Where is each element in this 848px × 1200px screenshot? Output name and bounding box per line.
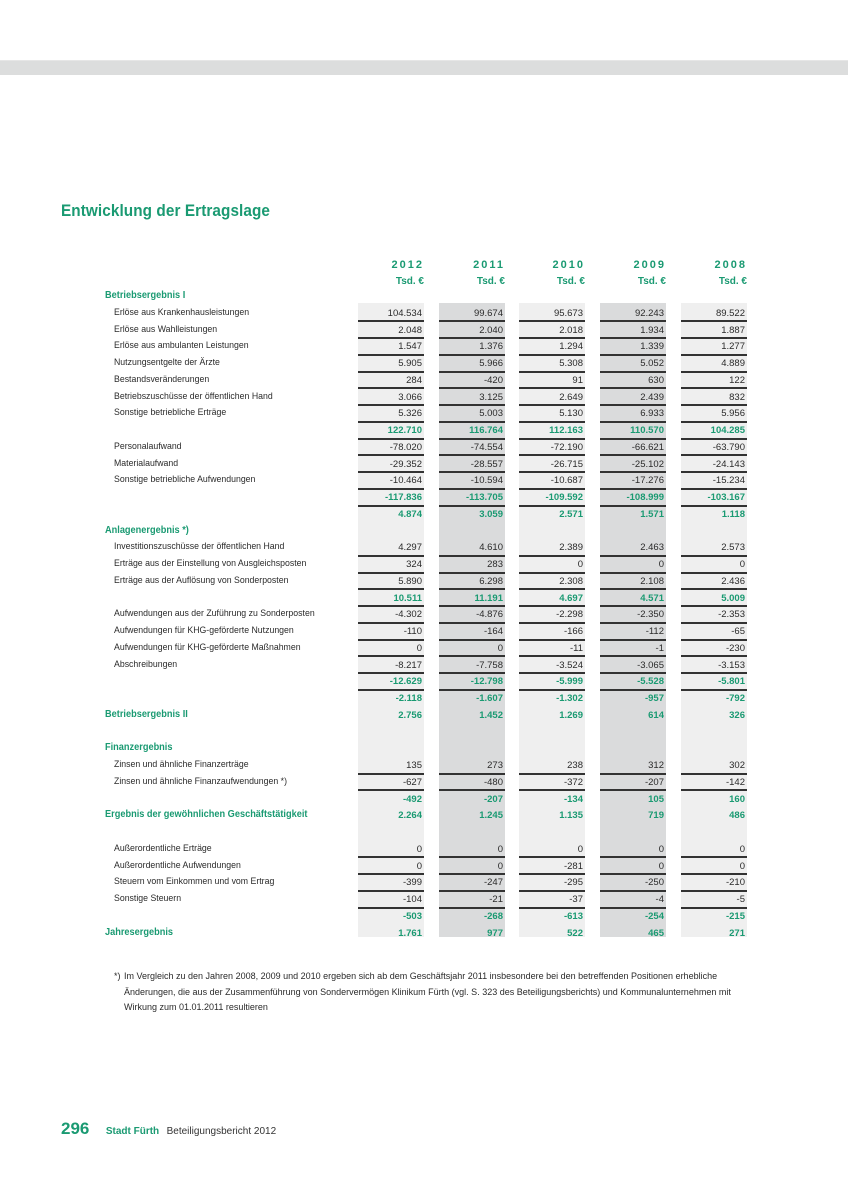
value-cell-2011: 0: [439, 842, 505, 859]
value-cell-2011: 977: [487, 927, 503, 939]
page-footer: [61, 1119, 276, 1139]
table-section-row: [0, 741, 848, 758]
table-subtotal-row: [0, 792, 848, 809]
top-gray-bar: [0, 60, 848, 75]
row-label: Jahresergebnis: [105, 926, 174, 938]
value-cell-2010: 5.130: [519, 406, 585, 423]
value-cell-2008: 326: [729, 709, 745, 721]
value-cell-2009: 614: [648, 709, 664, 721]
value-cell-2011: -247: [439, 875, 505, 892]
row-label: Personalaufwand: [114, 440, 182, 452]
value-cell-2012: 0: [358, 842, 424, 859]
row-label: Sonstige Steuern: [114, 893, 182, 904]
row-label: Bestandsveränderungen: [114, 373, 210, 385]
value-cell-2012: -117.836: [358, 490, 424, 507]
value-cell-2008: -63.790: [681, 440, 747, 457]
value-cell-2009: -25.102: [600, 457, 666, 474]
value-cell-2012: -627: [358, 775, 424, 792]
table-row: [0, 875, 848, 892]
column-year-header: 2008: [714, 259, 747, 271]
value-cell-2009: 0: [600, 557, 666, 574]
table-row: [0, 457, 848, 474]
value-cell-2008: 302: [681, 758, 747, 775]
value-cell-2010: 95.673: [519, 306, 585, 323]
value-cell-2008: 486: [729, 810, 745, 822]
value-cell-2009: -2.350: [600, 607, 666, 624]
value-cell-2010: -3.524: [519, 658, 585, 675]
value-cell-2008: 5.009: [681, 591, 747, 608]
value-cell-2012: 5.326: [358, 406, 424, 423]
value-cell-2012: 1.547: [358, 339, 424, 356]
value-cell-2011: 1.245: [479, 810, 503, 822]
value-cell-2008: 122: [681, 373, 747, 390]
row-label: Zinsen und ähnliche Finanzaufwendungen *): [114, 775, 287, 787]
value-cell-2008: 160: [729, 793, 745, 805]
value-cell-2009: 2.108: [600, 574, 666, 591]
value-cell-2008: -142: [681, 775, 747, 792]
footnote-text: Im Vergleich zu den Jahren 2008, 2009 und 2010 ergeben sich ab dem Geschäftsjahr 2011 insbesondere bei den betreffenden Positionen erhebliche Änderungen, die aus der Zusammenführung von Sondervermögen Klinikum Fürth (vgl. S. 323 des Beteiligungsberichts) und Kommunalunternehmen mit Wirkung zum 01.01.2011 resultieren: [124, 971, 731, 1012]
value-cell-2012: 0: [358, 641, 424, 658]
value-cell-2010: -281: [519, 859, 585, 876]
value-cell-2009: -207: [600, 775, 666, 792]
table-row: [0, 758, 848, 775]
row-label: Investitionszuschüsse der öffentlichen Hand: [114, 541, 285, 553]
value-cell-2009: 312: [600, 758, 666, 775]
value-cell-2008: 1.118: [721, 508, 745, 520]
table-row: [0, 557, 848, 574]
column-unit-header: Tsd. €: [556, 276, 585, 287]
column-year-header: 2009: [633, 259, 666, 271]
table-row: [0, 574, 848, 591]
value-cell-2008: 0: [681, 859, 747, 876]
value-cell-2009: 465: [648, 927, 664, 939]
value-cell-2012: -492: [402, 793, 422, 805]
value-cell-2009: -108.999: [600, 490, 666, 507]
page-number: 296: [61, 1119, 90, 1138]
value-cell-2009: 1.934: [600, 323, 666, 340]
value-cell-2012: -503: [402, 910, 422, 922]
value-cell-2011: 1.452: [479, 709, 503, 721]
value-cell-2010: -372: [519, 775, 585, 792]
value-cell-2012: -10.464: [358, 473, 424, 490]
column-year-header: 2012: [391, 259, 424, 271]
value-cell-2008: 271: [729, 927, 745, 939]
value-cell-2012: 284: [358, 373, 424, 390]
value-cell-2011: -4.876: [439, 607, 505, 624]
value-cell-2012: 122.710: [358, 423, 424, 440]
value-cell-2012: -110: [358, 624, 424, 641]
table-row: [0, 725, 848, 742]
value-cell-2009: 1.339: [600, 339, 666, 356]
value-cell-2010: -10.687: [519, 473, 585, 490]
value-cell-2012: 104.534: [358, 306, 424, 323]
row-label: Aufwendungen für KHG-geförderte Nutzungen: [114, 625, 294, 636]
value-cell-2010: -613: [563, 910, 583, 922]
table-row: [0, 825, 848, 842]
value-cell-2009: 92.243: [600, 306, 666, 323]
table-subtotal-row: [0, 490, 848, 507]
table-row: [0, 473, 848, 490]
table-row: [0, 373, 848, 390]
value-cell-2009: 0: [600, 859, 666, 876]
row-label: Zinsen und ähnliche Finanzerträge: [114, 759, 249, 770]
value-cell-2008: -24.143: [681, 457, 747, 474]
value-cell-2010: -295: [519, 875, 585, 892]
value-cell-2009: -254: [644, 910, 664, 922]
value-cell-2010: -26.715: [519, 457, 585, 474]
value-cell-2008: 2.573: [681, 540, 747, 557]
value-cell-2008: 4.889: [681, 356, 747, 373]
row-label: Nutzungsentgelte der Ärzte: [114, 357, 220, 368]
value-cell-2012: 5.890: [358, 574, 424, 591]
value-cell-2009: -4: [600, 892, 666, 909]
value-cell-2008: 0: [681, 842, 747, 859]
value-cell-2012: 2.264: [398, 810, 422, 822]
row-label: Sonstige betriebliche Erträge: [114, 407, 227, 419]
value-cell-2009: 0: [600, 842, 666, 859]
value-cell-2008: 104.285: [681, 423, 747, 440]
value-cell-2011: 3.125: [439, 390, 505, 407]
value-cell-2010: -72.190: [519, 440, 585, 457]
value-cell-2010: 2.389: [519, 540, 585, 557]
footnote: [114, 969, 764, 1016]
value-cell-2010: 2.571: [559, 508, 583, 520]
table-row: [0, 775, 848, 792]
table-subtotal-row: [0, 909, 848, 926]
value-cell-2008: -5.801: [681, 674, 747, 691]
value-cell-2011: 5.003: [439, 406, 505, 423]
row-label: Erträge aus der Einstellung von Ausgleichsposten: [114, 558, 307, 569]
value-cell-2011: 2.040: [439, 323, 505, 340]
table-row: [0, 356, 848, 373]
value-cell-2010: -5.999: [519, 674, 585, 691]
value-cell-2008: -2.353: [681, 607, 747, 624]
row-label: Steuern vom Einkommen und vom Ertrag: [114, 876, 275, 888]
value-cell-2008: -3.153: [681, 658, 747, 675]
value-cell-2010: -134: [563, 793, 583, 805]
value-cell-2010: 522: [567, 927, 583, 939]
value-cell-2008: -65: [681, 624, 747, 641]
value-cell-2012: 0: [358, 859, 424, 876]
value-cell-2008: -215: [725, 910, 745, 922]
footnote-mark: *): [114, 971, 121, 981]
value-cell-2009: 5.052: [600, 356, 666, 373]
value-cell-2012: -399: [358, 875, 424, 892]
value-cell-2008: 2.436: [681, 574, 747, 591]
value-cell-2009: 105: [648, 793, 664, 805]
table-subtotal-row: [0, 691, 848, 708]
value-cell-2011: -1.607: [476, 693, 503, 704]
value-cell-2012: -8.217: [358, 658, 424, 675]
value-cell-2012: 4.297: [358, 540, 424, 557]
value-cell-2012: 1.761: [398, 927, 422, 939]
value-cell-2008: -230: [681, 641, 747, 658]
value-cell-2010: -166: [519, 624, 585, 641]
value-cell-2009: -250: [600, 875, 666, 892]
value-cell-2010: -11: [519, 641, 585, 658]
row-label: Betriebszuschüsse der öffentlichen Hand: [114, 390, 273, 402]
value-cell-2011: -7.758: [439, 658, 505, 675]
value-cell-2008: 0: [681, 557, 747, 574]
value-cell-2011: 0: [439, 859, 505, 876]
column-unit-header: Tsd. €: [476, 276, 505, 287]
value-cell-2009: -112: [600, 624, 666, 641]
value-cell-2012: -12.629: [358, 674, 424, 691]
table-subtotal-row: [0, 591, 848, 608]
page-title: Entwicklung der Ertragslage: [61, 201, 271, 220]
value-cell-2011: -74.554: [439, 440, 505, 457]
table-row: [0, 641, 848, 658]
value-cell-2012: 10.511: [358, 591, 424, 608]
value-cell-2010: 1.269: [559, 709, 583, 721]
row-label: Betriebsergebnis I: [105, 290, 186, 301]
value-cell-2008: 832: [681, 390, 747, 407]
value-cell-2008: -210: [681, 875, 747, 892]
table-row: [0, 390, 848, 407]
table-row: [0, 892, 848, 909]
value-cell-2010: -109.592: [519, 490, 585, 507]
row-label: Sonstige betriebliche Aufwendungen: [114, 474, 256, 486]
value-cell-2011: -420: [439, 373, 505, 390]
column-unit-header: Tsd. €: [395, 276, 424, 287]
value-cell-2012: 324: [358, 557, 424, 574]
row-label: Erträge aus der Auflösung von Sonderposten: [114, 574, 289, 586]
table-row: [0, 624, 848, 641]
table-row: [0, 540, 848, 557]
row-label: Betriebsergebnis II: [105, 708, 188, 720]
value-cell-2009: -66.621: [600, 440, 666, 457]
value-cell-2010: 1.294: [519, 339, 585, 356]
value-cell-2011: -164: [439, 624, 505, 641]
table-section-row: [0, 808, 848, 825]
column-year-header: 2010: [552, 259, 585, 271]
table-row: [0, 323, 848, 340]
value-cell-2011: 116.764: [439, 423, 505, 440]
value-cell-2012: -4.302: [358, 607, 424, 624]
value-cell-2011: 99.674: [439, 306, 505, 323]
table-row: [0, 842, 848, 859]
value-cell-2011: -207: [483, 793, 503, 805]
row-label: Erlöse aus Krankenhausleistungen: [114, 306, 250, 318]
row-label: Ergebnis der gewöhnlichen Geschäftstätigkeit: [105, 809, 308, 821]
table-row: [0, 607, 848, 624]
value-cell-2009: 2.463: [600, 540, 666, 557]
value-cell-2010: 2.308: [519, 574, 585, 591]
value-cell-2011: 4.610: [439, 540, 505, 557]
value-cell-2011: 1.376: [439, 339, 505, 356]
table-row: [0, 306, 848, 323]
value-cell-2012: -78.020: [358, 440, 424, 457]
value-cell-2011: -12.798: [439, 674, 505, 691]
row-label: Außerordentliche Aufwendungen: [114, 859, 241, 871]
table-subtotal-row: [0, 507, 848, 524]
value-cell-2012: 135: [358, 758, 424, 775]
value-cell-2009: -1: [600, 641, 666, 658]
value-cell-2011: -10.594: [439, 473, 505, 490]
value-cell-2009: -3.065: [600, 658, 666, 675]
value-cell-2011: -28.557: [439, 457, 505, 474]
column-year-header: 2011: [473, 259, 505, 271]
value-cell-2012: 4.874: [398, 508, 422, 520]
value-cell-2010: 4.697: [519, 591, 585, 608]
value-cell-2009: -5.528: [600, 674, 666, 691]
column-unit-header: Tsd. €: [718, 276, 747, 287]
value-cell-2011: 0: [439, 641, 505, 658]
row-label: Finanzergebnis: [105, 742, 173, 754]
value-cell-2009: -957: [644, 693, 664, 704]
value-cell-2012: -2.118: [395, 693, 422, 704]
table-subtotal-row: [0, 423, 848, 440]
value-cell-2011: -480: [439, 775, 505, 792]
value-cell-2011: -21: [439, 892, 505, 909]
row-label: Aufwendungen für KHG-geförderte Maßnahmen: [114, 641, 301, 653]
value-cell-2012: -104: [358, 892, 424, 909]
value-cell-2010: 0: [519, 557, 585, 574]
row-label: Aufwendungen aus der Zuführung zu Sonderposten: [114, 608, 315, 620]
value-cell-2008: 1.887: [681, 323, 747, 340]
value-cell-2010: 91: [519, 373, 585, 390]
row-label: Erlöse aus ambulanten Leistungen: [114, 340, 249, 352]
value-cell-2010: -1.302: [556, 693, 583, 704]
value-cell-2008: 89.522: [681, 306, 747, 323]
table-subtotal-row: [0, 674, 848, 691]
value-cell-2011: 6.298: [439, 574, 505, 591]
value-cell-2011: 5.966: [439, 356, 505, 373]
table-section-row: [0, 524, 848, 541]
value-cell-2010: 1.135: [559, 810, 583, 822]
report-title: Beteiligungsbericht 2012: [166, 1126, 277, 1137]
column-unit-header: Tsd. €: [637, 276, 666, 287]
value-cell-2010: -2.298: [519, 607, 585, 624]
value-cell-2008: -103.167: [681, 490, 747, 507]
table-row: [0, 339, 848, 356]
value-cell-2011: 3.059: [479, 508, 503, 520]
value-cell-2009: 719: [648, 810, 664, 822]
value-cell-2012: 5.905: [358, 356, 424, 373]
value-cell-2009: 110.570: [600, 423, 666, 440]
row-label: Materialaufwand: [114, 457, 179, 469]
value-cell-2011: -113.705: [439, 490, 505, 507]
value-cell-2009: 6.933: [600, 406, 666, 423]
value-cell-2012: 2.756: [398, 709, 422, 721]
value-cell-2008: 5.956: [681, 406, 747, 423]
row-label: Anlagenergebnis *): [105, 524, 189, 536]
table-row: [0, 658, 848, 675]
value-cell-2010: 5.308: [519, 356, 585, 373]
value-cell-2008: -15.234: [681, 473, 747, 490]
table-section-row: [0, 708, 848, 725]
table-row: [0, 440, 848, 457]
value-cell-2008: -792: [725, 693, 745, 704]
value-cell-2010: 238: [519, 758, 585, 775]
value-cell-2008: -5: [681, 892, 747, 909]
value-cell-2010: 112.163: [519, 423, 585, 440]
value-cell-2011: -268: [483, 910, 503, 922]
value-cell-2009: 4.571: [600, 591, 666, 608]
value-cell-2012: -29.352: [358, 457, 424, 474]
value-cell-2009: -17.276: [600, 473, 666, 490]
value-cell-2010: 2.018: [519, 323, 585, 340]
value-cell-2009: 1.571: [640, 508, 664, 520]
table-row: [0, 406, 848, 423]
row-label: Außerordentliche Erträge: [114, 842, 212, 854]
row-label: Abschreibungen: [114, 658, 178, 670]
table-row: [0, 859, 848, 876]
value-cell-2008: 1.277: [681, 339, 747, 356]
value-cell-2009: 2.439: [600, 390, 666, 407]
value-cell-2011: 273: [439, 758, 505, 775]
value-cell-2012: 3.066: [358, 390, 424, 407]
value-cell-2011: 283: [439, 557, 505, 574]
table-section-row: [0, 926, 848, 943]
value-cell-2012: 2.048: [358, 323, 424, 340]
table-section-row: [0, 289, 848, 306]
value-cell-2009: 630: [600, 373, 666, 390]
value-cell-2010: 2.649: [519, 390, 585, 407]
value-cell-2010: 0: [519, 842, 585, 859]
publisher-name: Stadt Fürth: [105, 1126, 160, 1137]
value-cell-2010: -37: [519, 892, 585, 909]
row-label: Erlöse aus Wahlleistungen: [114, 323, 218, 335]
value-cell-2011: 11.191: [439, 591, 505, 608]
